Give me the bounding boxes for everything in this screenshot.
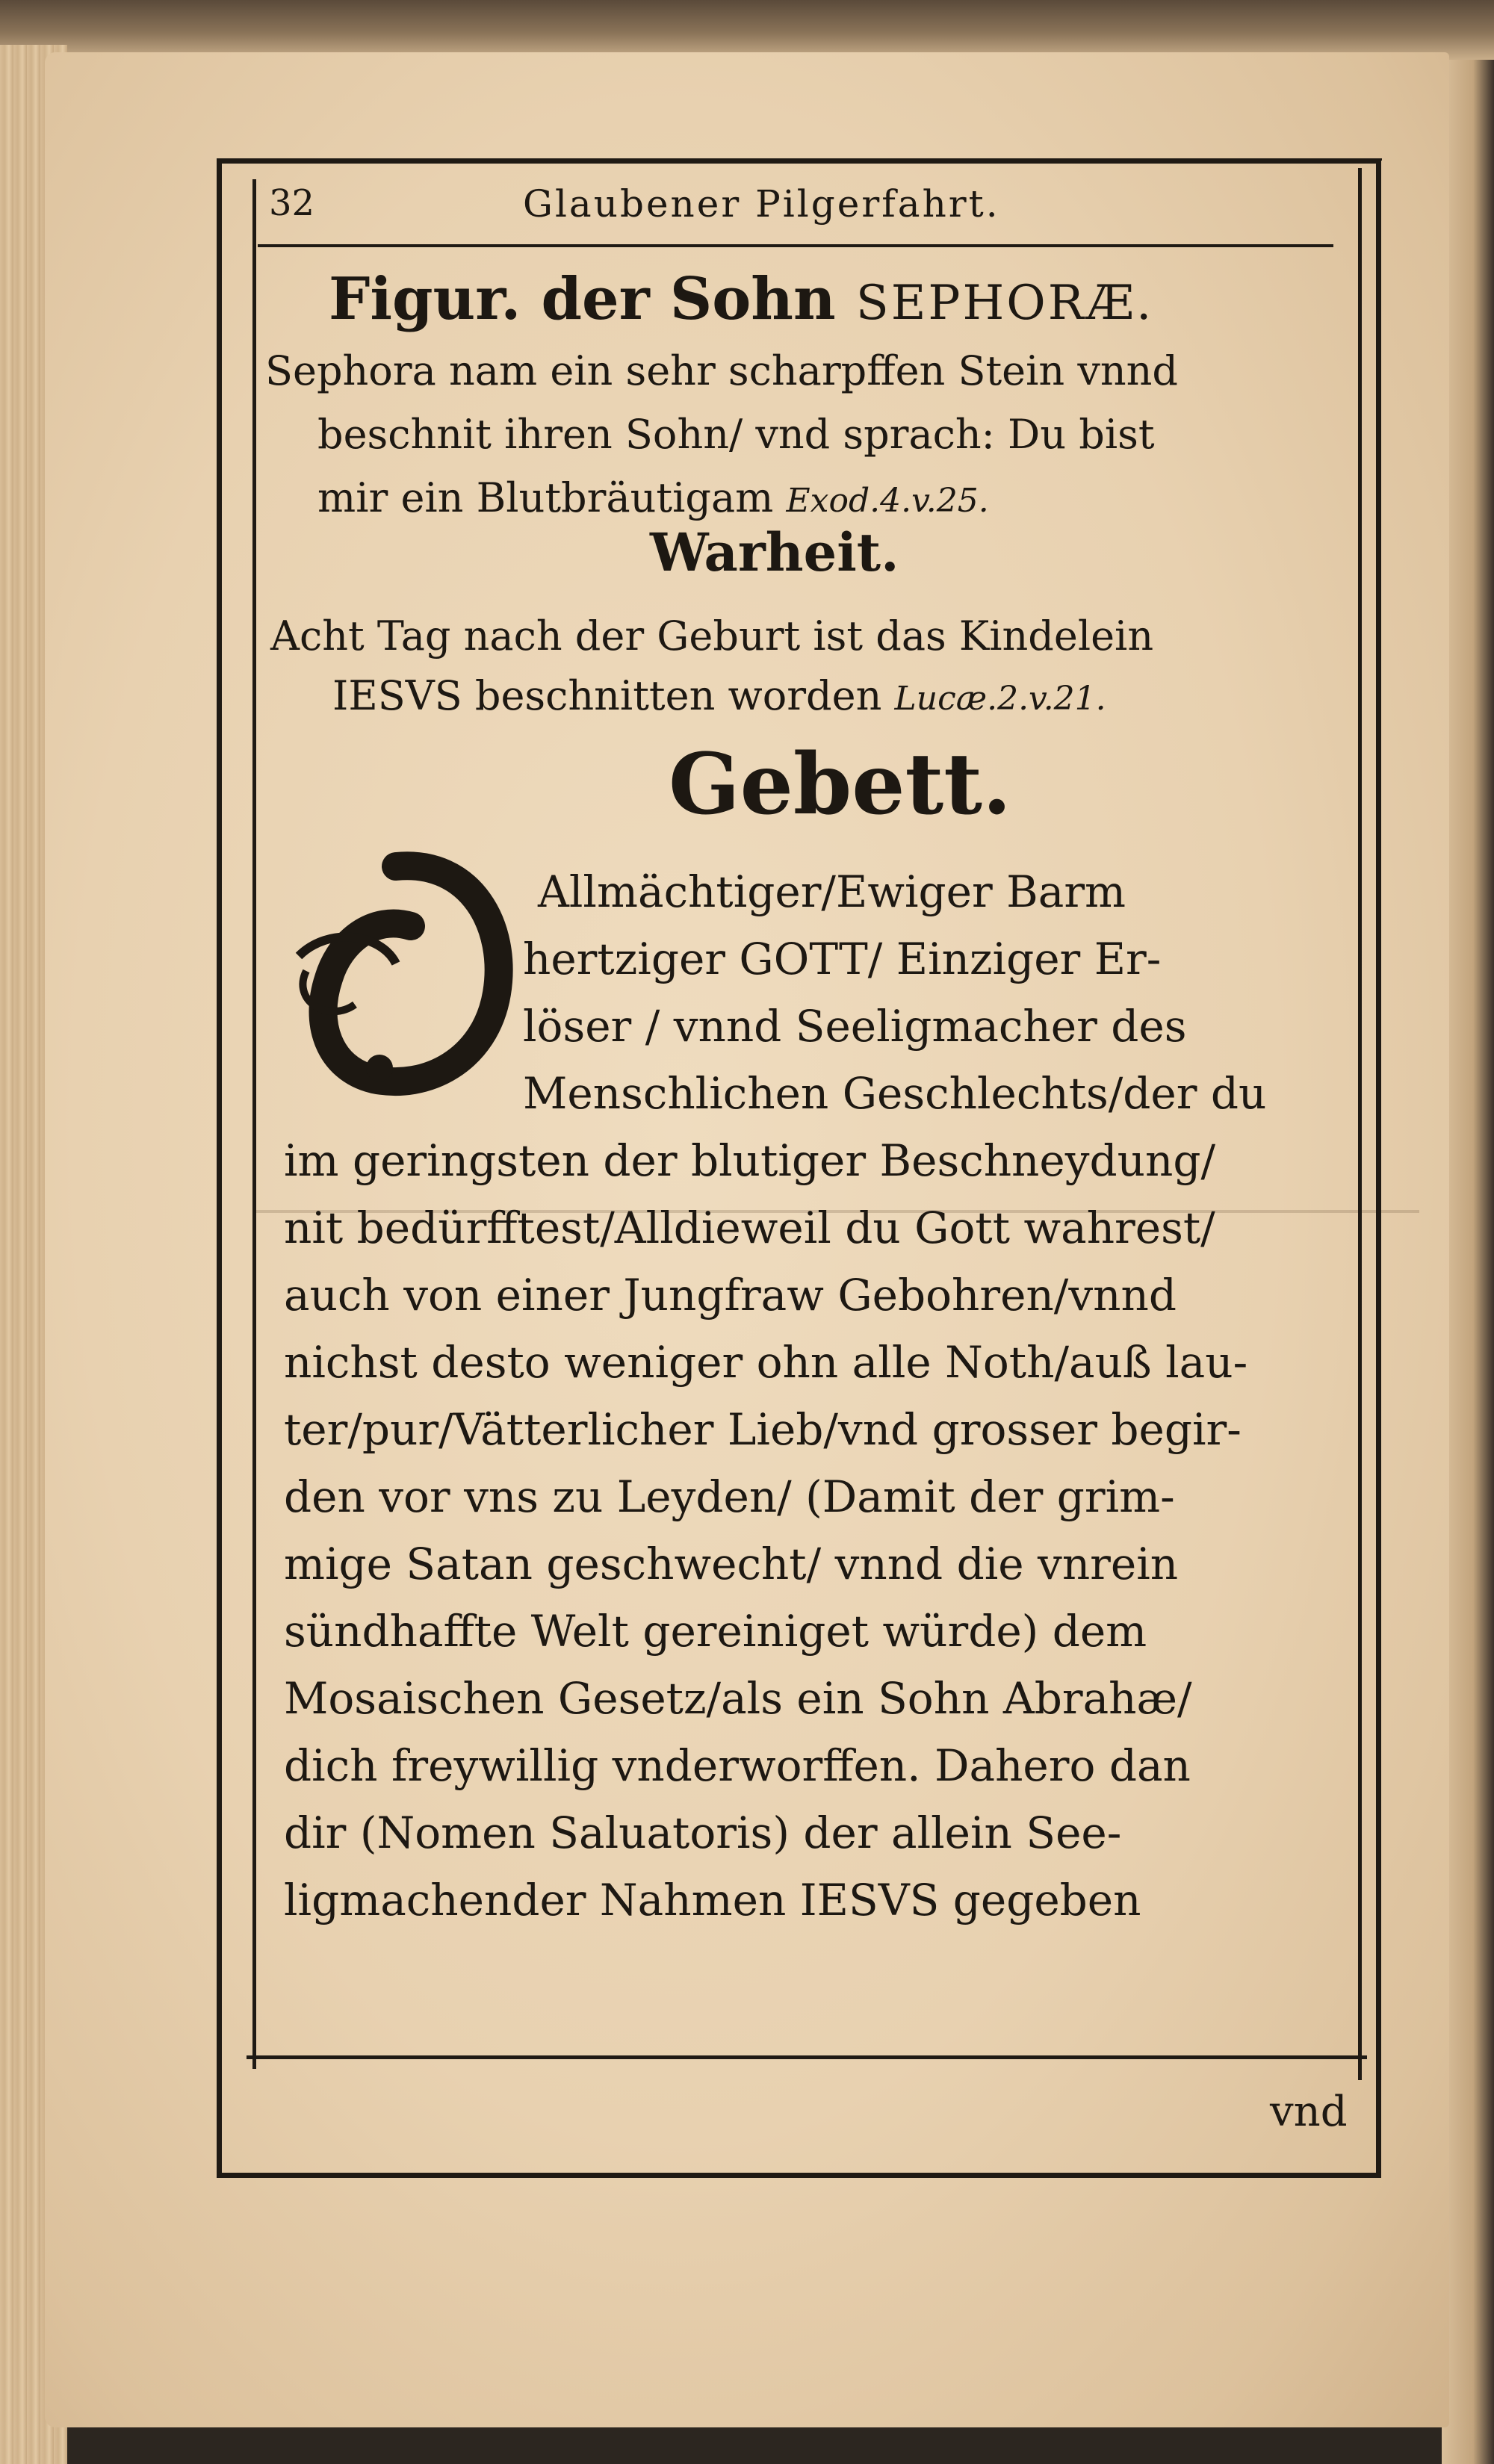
prayer-line-16: ligmachender Nahmen IESVS gegeben	[284, 1875, 1141, 1925]
page-stack-right	[1442, 60, 1494, 2464]
prayer-line-9: ter/pur/Vätterlicher Lieb/vnd grosser begir-	[284, 1404, 1242, 1455]
catchword: vnd	[1270, 2088, 1348, 2136]
truth-line-1: Acht Tag nach der Geburt ist das Kindelein	[270, 612, 1154, 660]
figure-line-1: Sephora nam ein sehr scharpffen Stein vnnd	[265, 347, 1178, 394]
prayer-line-5: im geringsten der blutiger Beschneydung/	[284, 1135, 1215, 1186]
frame-inner-bottom-rule	[247, 2055, 1367, 2059]
prayer-line-6: nit bedürfftest/Alldieweil du Gott wahrest/	[284, 1202, 1215, 1253]
frame-inner-left-rule	[252, 179, 256, 2069]
prayer-line-2: hertziger GOTT/ Einziger Er-	[523, 934, 1162, 984]
prayer-line-13: Mosaischen Gesetz/als ein Sohn Abrahæ/	[284, 1673, 1192, 1724]
figure-heading-name: SEPHORÆ.	[855, 276, 1154, 331]
prayer-line-8: nichst desto weniger ohn alle Noth/auß lau-	[284, 1337, 1248, 1388]
truth-reference: Lucæ.2.v.21.	[894, 680, 1106, 718]
prayer-line-14: dich freywillig vnderworffen. Dahero dan	[284, 1740, 1191, 1791]
decorated-initial-letter: O	[392, 995, 400, 1003]
prayer-line-10: den vor vns zu Leyden/ (Damit der grim-	[284, 1471, 1175, 1522]
frame-inner-right-rule	[1358, 168, 1362, 2080]
prayer-line-12: sündhaffte Welt gereiniget würde) dem	[284, 1606, 1147, 1657]
book-cover-edge	[0, 0, 1494, 60]
prayer-heading: Gebett.	[669, 736, 1011, 834]
prayer-line-7: auch von einer Jungfraw Gebohren/vnnd	[284, 1270, 1177, 1321]
figure-line-3	[317, 474, 989, 521]
figure-heading	[329, 265, 1154, 333]
running-title: Glaubener Pilgerfahrt.	[523, 182, 1000, 226]
truth-line-2	[332, 672, 1106, 719]
truth-heading: Warheit.	[650, 521, 899, 583]
figure-line-2: beschnit ihren Sohn/ vnd sprach: Du bist	[317, 411, 1155, 458]
header-rule	[258, 244, 1333, 247]
figure-line-3-text: mir ein Blutbräutigam	[317, 474, 774, 521]
figure-heading-prefix: Figur. der Sohn	[329, 265, 836, 333]
prayer-line-15: dir (Nomen Saluatoris) der allein See-	[284, 1807, 1122, 1858]
truth-line-2-text: IESVS beschnitten worden	[332, 672, 882, 719]
prayer-line-11: mige Satan geschwecht/ vnnd die vnrein	[284, 1539, 1179, 1589]
prayer-line-1: Allmächtiger/Ewiger Barm	[538, 866, 1126, 917]
decorated-initial-o	[284, 844, 515, 1098]
prayer-line-4: Menschlichen Geschlechts/der du	[523, 1068, 1267, 1119]
prayer-line-3: löser / vnnd Seeligmacher des	[523, 1001, 1187, 1052]
figure-reference: Exod.4.v.25.	[786, 482, 989, 520]
page-number: 32	[269, 182, 315, 224]
